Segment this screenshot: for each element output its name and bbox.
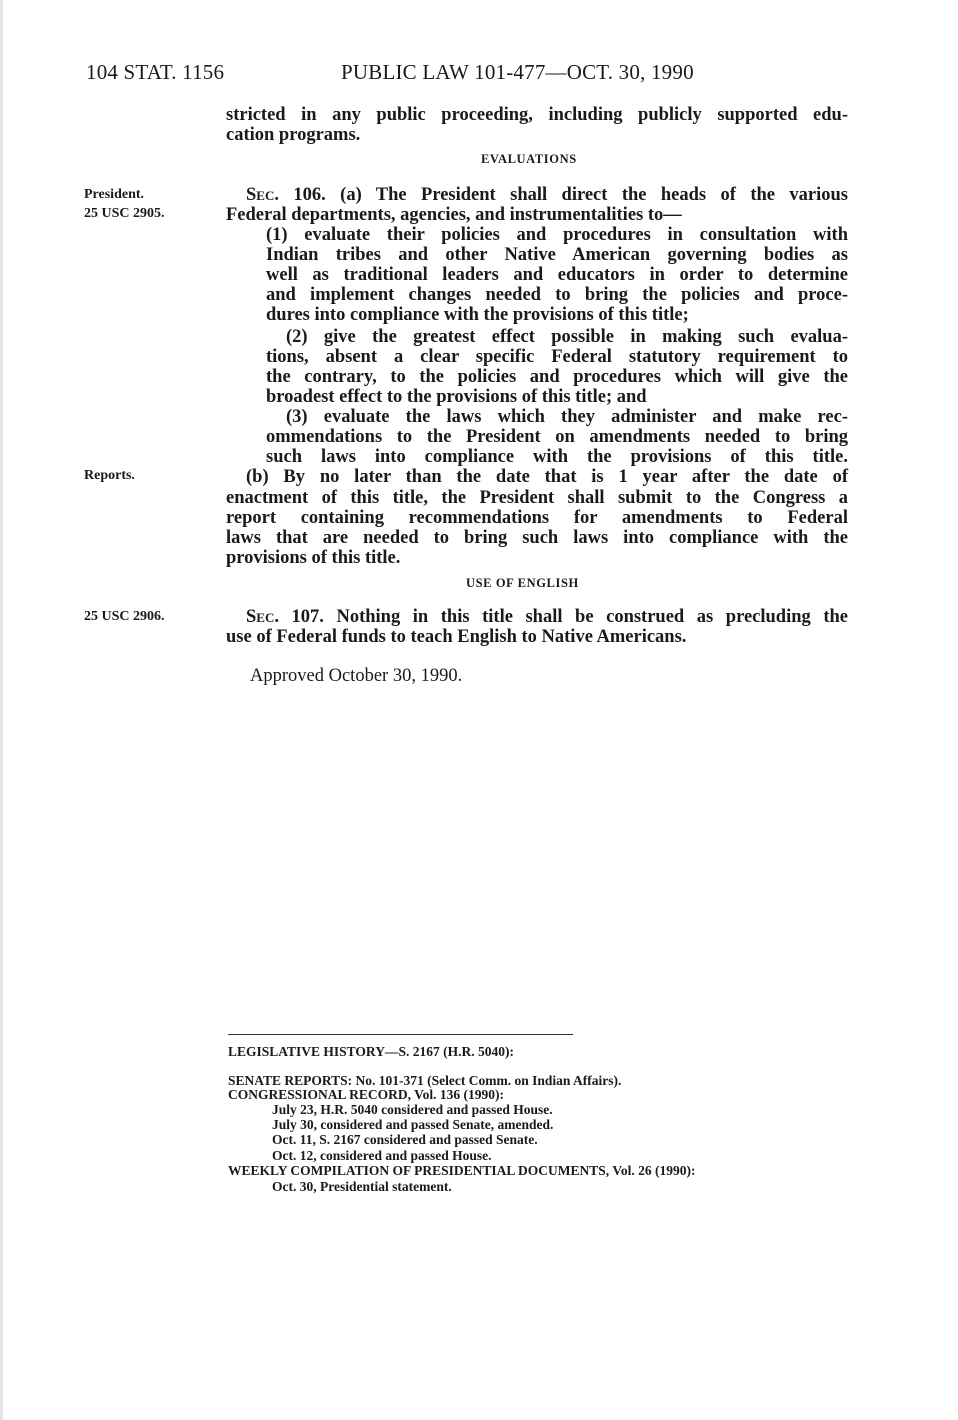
approval-date: Approved October 30, 1990. xyxy=(250,666,463,686)
sec-106-line: Indian tribes and other Native American governing bodies as xyxy=(266,245,848,265)
sec-107-line: use of Federal funds to teach English to Native Americans. xyxy=(226,627,687,647)
legislative-history-line: July 23, H.R. 5040 considered and passed House. xyxy=(272,1102,553,1117)
sec-106-line: broadest effect to the provisions of this title; and xyxy=(266,387,647,407)
footnote-rule xyxy=(228,1034,573,1035)
sec-107-line xyxy=(246,607,848,627)
sec-107-line-text: 107. Nothing in this title shall be construed as precluding the xyxy=(278,607,848,627)
margin-note-president: President. xyxy=(84,187,145,202)
legislative-history-line: CONGRESSIONAL RECORD, Vol. 136 (1990): xyxy=(228,1087,505,1102)
sec-106-line xyxy=(246,185,848,205)
sec-106-line: enactment of this title, the President shall submit to the Congress a xyxy=(226,488,848,508)
sec-106-line: Federal departments, agencies, and instrumentalities to— xyxy=(226,205,682,225)
sec-106-line: (1) evaluate their policies and procedures in consultation with xyxy=(266,225,848,245)
use-of-english-heading: USE OF ENGLISH xyxy=(466,576,579,590)
sec-106-label: Sec. xyxy=(246,185,279,205)
public-law-title: PUBLIC LAW 101-477—OCT. 30, 1990 xyxy=(341,60,694,84)
margin-note-usc-2906: 25 USC 2906. xyxy=(84,609,165,624)
sec-106-line: (2) give the greatest effect possible in making such evalua- xyxy=(286,327,848,347)
legislative-history-line: July 30, considered and passed Senate, amended. xyxy=(272,1117,554,1132)
sec-106-line: well as traditional leaders and educators in order to determine xyxy=(266,265,848,285)
legislative-history-line: WEEKLY COMPILATION OF PRESIDENTIAL DOCUMENTS, Vol. 26 (1990): xyxy=(228,1163,696,1178)
sec-106-line: (3) evaluate the laws which they administer and make rec- xyxy=(286,407,848,427)
legislative-history-line: Oct. 11, S. 2167 considered and passed Senate. xyxy=(272,1132,538,1147)
legislative-history-line: Oct. 12, considered and passed House. xyxy=(272,1148,492,1163)
sec-106-line: laws that are needed to bring such laws into compliance with the xyxy=(226,528,848,548)
statute-page-reference: 104 STAT. 1156 xyxy=(86,60,225,84)
sec-106-line-text: 106. (a) The President shall direct the heads of the various xyxy=(278,185,848,205)
sec-106-line: provisions of this title. xyxy=(226,548,401,568)
legislative-history-line: SENATE REPORTS: No. 101-371 (Select Comm. on Indian Affairs). xyxy=(228,1073,622,1088)
continuation-line-2: cation programs. xyxy=(226,125,361,145)
sec-106-line: and implement changes needed to bring the policies and proce- xyxy=(266,285,848,305)
margin-note-usc-2905: 25 USC 2905. xyxy=(84,206,165,221)
sec-107-label: Sec. xyxy=(246,607,279,627)
sec-106-line: tions, absent a clear specific Federal statutory requirement to xyxy=(266,347,848,367)
sec-106-line: the contrary, to the policies and procedures which will give the xyxy=(266,367,848,387)
legislative-history-line: Oct. 30, Presidential statement. xyxy=(272,1179,452,1194)
sec-106-line: (b) By no later than the date that is 1 year after the date of xyxy=(246,467,848,487)
sec-106-line: ommendations to the President on amendments needed to bring xyxy=(266,427,848,447)
sec-106-line: dures into compliance with the provisions of this title; xyxy=(266,305,689,325)
evaluations-heading: EVALUATIONS xyxy=(481,152,577,166)
continuation-line-1: stricted in any public proceeding, including publicly supported edu- xyxy=(226,105,848,125)
sec-106-line: such laws into compliance with the provisions of this title. xyxy=(266,447,848,467)
margin-note-reports: Reports. xyxy=(84,468,135,483)
sec-106-line: report containing recommendations for amendments to Federal xyxy=(226,508,848,528)
legislative-history-title: LEGISLATIVE HISTORY—S. 2167 (H.R. 5040): xyxy=(228,1044,514,1059)
page-edge-shadow xyxy=(0,0,3,1420)
